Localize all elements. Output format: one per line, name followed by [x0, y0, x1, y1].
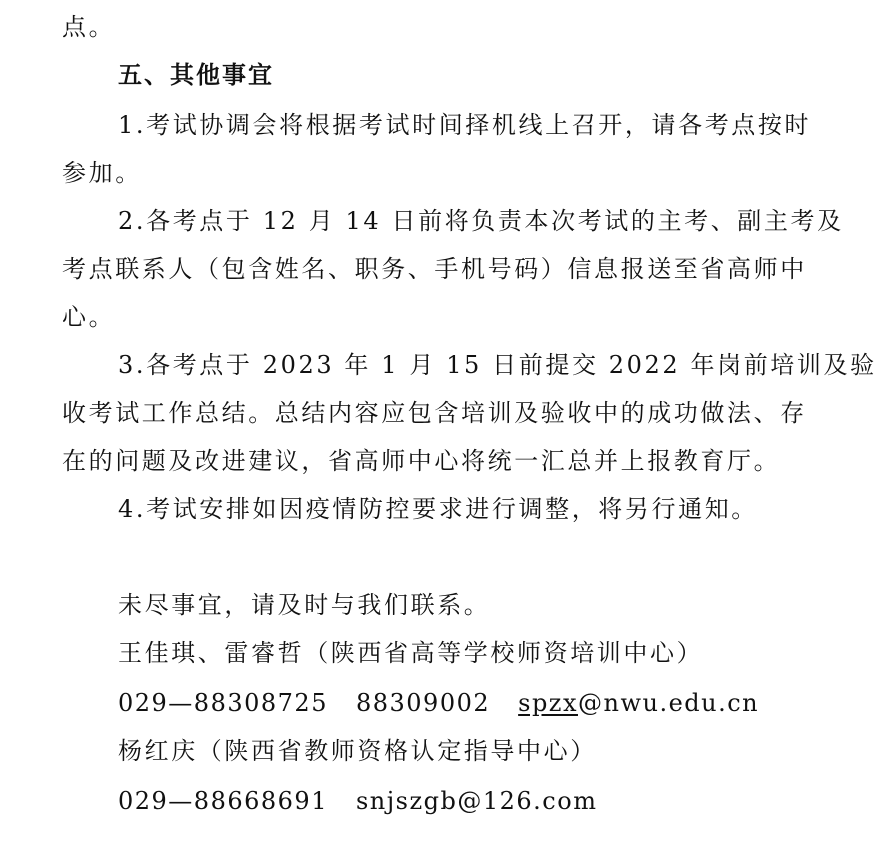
phone-number: 029—88308725: [118, 689, 328, 717]
closing-line: 未尽事宜，请及时与我们联系。: [118, 591, 491, 619]
contact-name-line: 杨红庆（陕西省教师资格认定指导中心）: [118, 737, 597, 765]
paragraph-line: 3.各考点于 2023 年 1 月 15 日前提交 2022 年岗前培训及验: [118, 351, 877, 379]
paragraph-line: 点。: [62, 13, 116, 41]
paragraph-line: 4.考试安排如因疫情防控要求进行调整，将另行通知。: [118, 495, 758, 523]
paragraph-line: 收考试工作总结。总结内容应包含培训及验收中的成功做法、存: [62, 399, 807, 427]
paragraph-line: 2.各考点于 12 月 14 日前将负责本次考试的主考、副主考及: [118, 207, 844, 235]
paragraph-line: 考点联系人（包含姓名、职务、手机号码）信息报送至省高师中: [62, 255, 807, 283]
paragraph-line: 心。: [62, 303, 116, 331]
section-heading: 五、其他事宜: [118, 61, 274, 89]
paragraph-line: 参加。: [62, 159, 142, 187]
phone-number-secondary: 88309002: [355, 689, 491, 717]
phone-number: 029—88668691: [118, 787, 328, 815]
paragraph-line: 1.考试协调会将根据考试时间择机线上召开，请各考点按时: [118, 111, 812, 139]
paragraph-line: 在的问题及改进建议，省高师中心将统一汇总并上报教育厅。: [62, 447, 781, 475]
email-link[interactable]: spzx: [518, 689, 578, 717]
contact-details-line: [118, 688, 759, 718]
email-address: snjszgb@126.com: [355, 787, 598, 815]
email-domain: @nwu.edu.cn: [577, 689, 760, 717]
contact-details-line: [118, 786, 597, 816]
contact-name-line: 王佳琪、雷睿哲（陕西省高等学校师资培训中心）: [118, 639, 704, 667]
